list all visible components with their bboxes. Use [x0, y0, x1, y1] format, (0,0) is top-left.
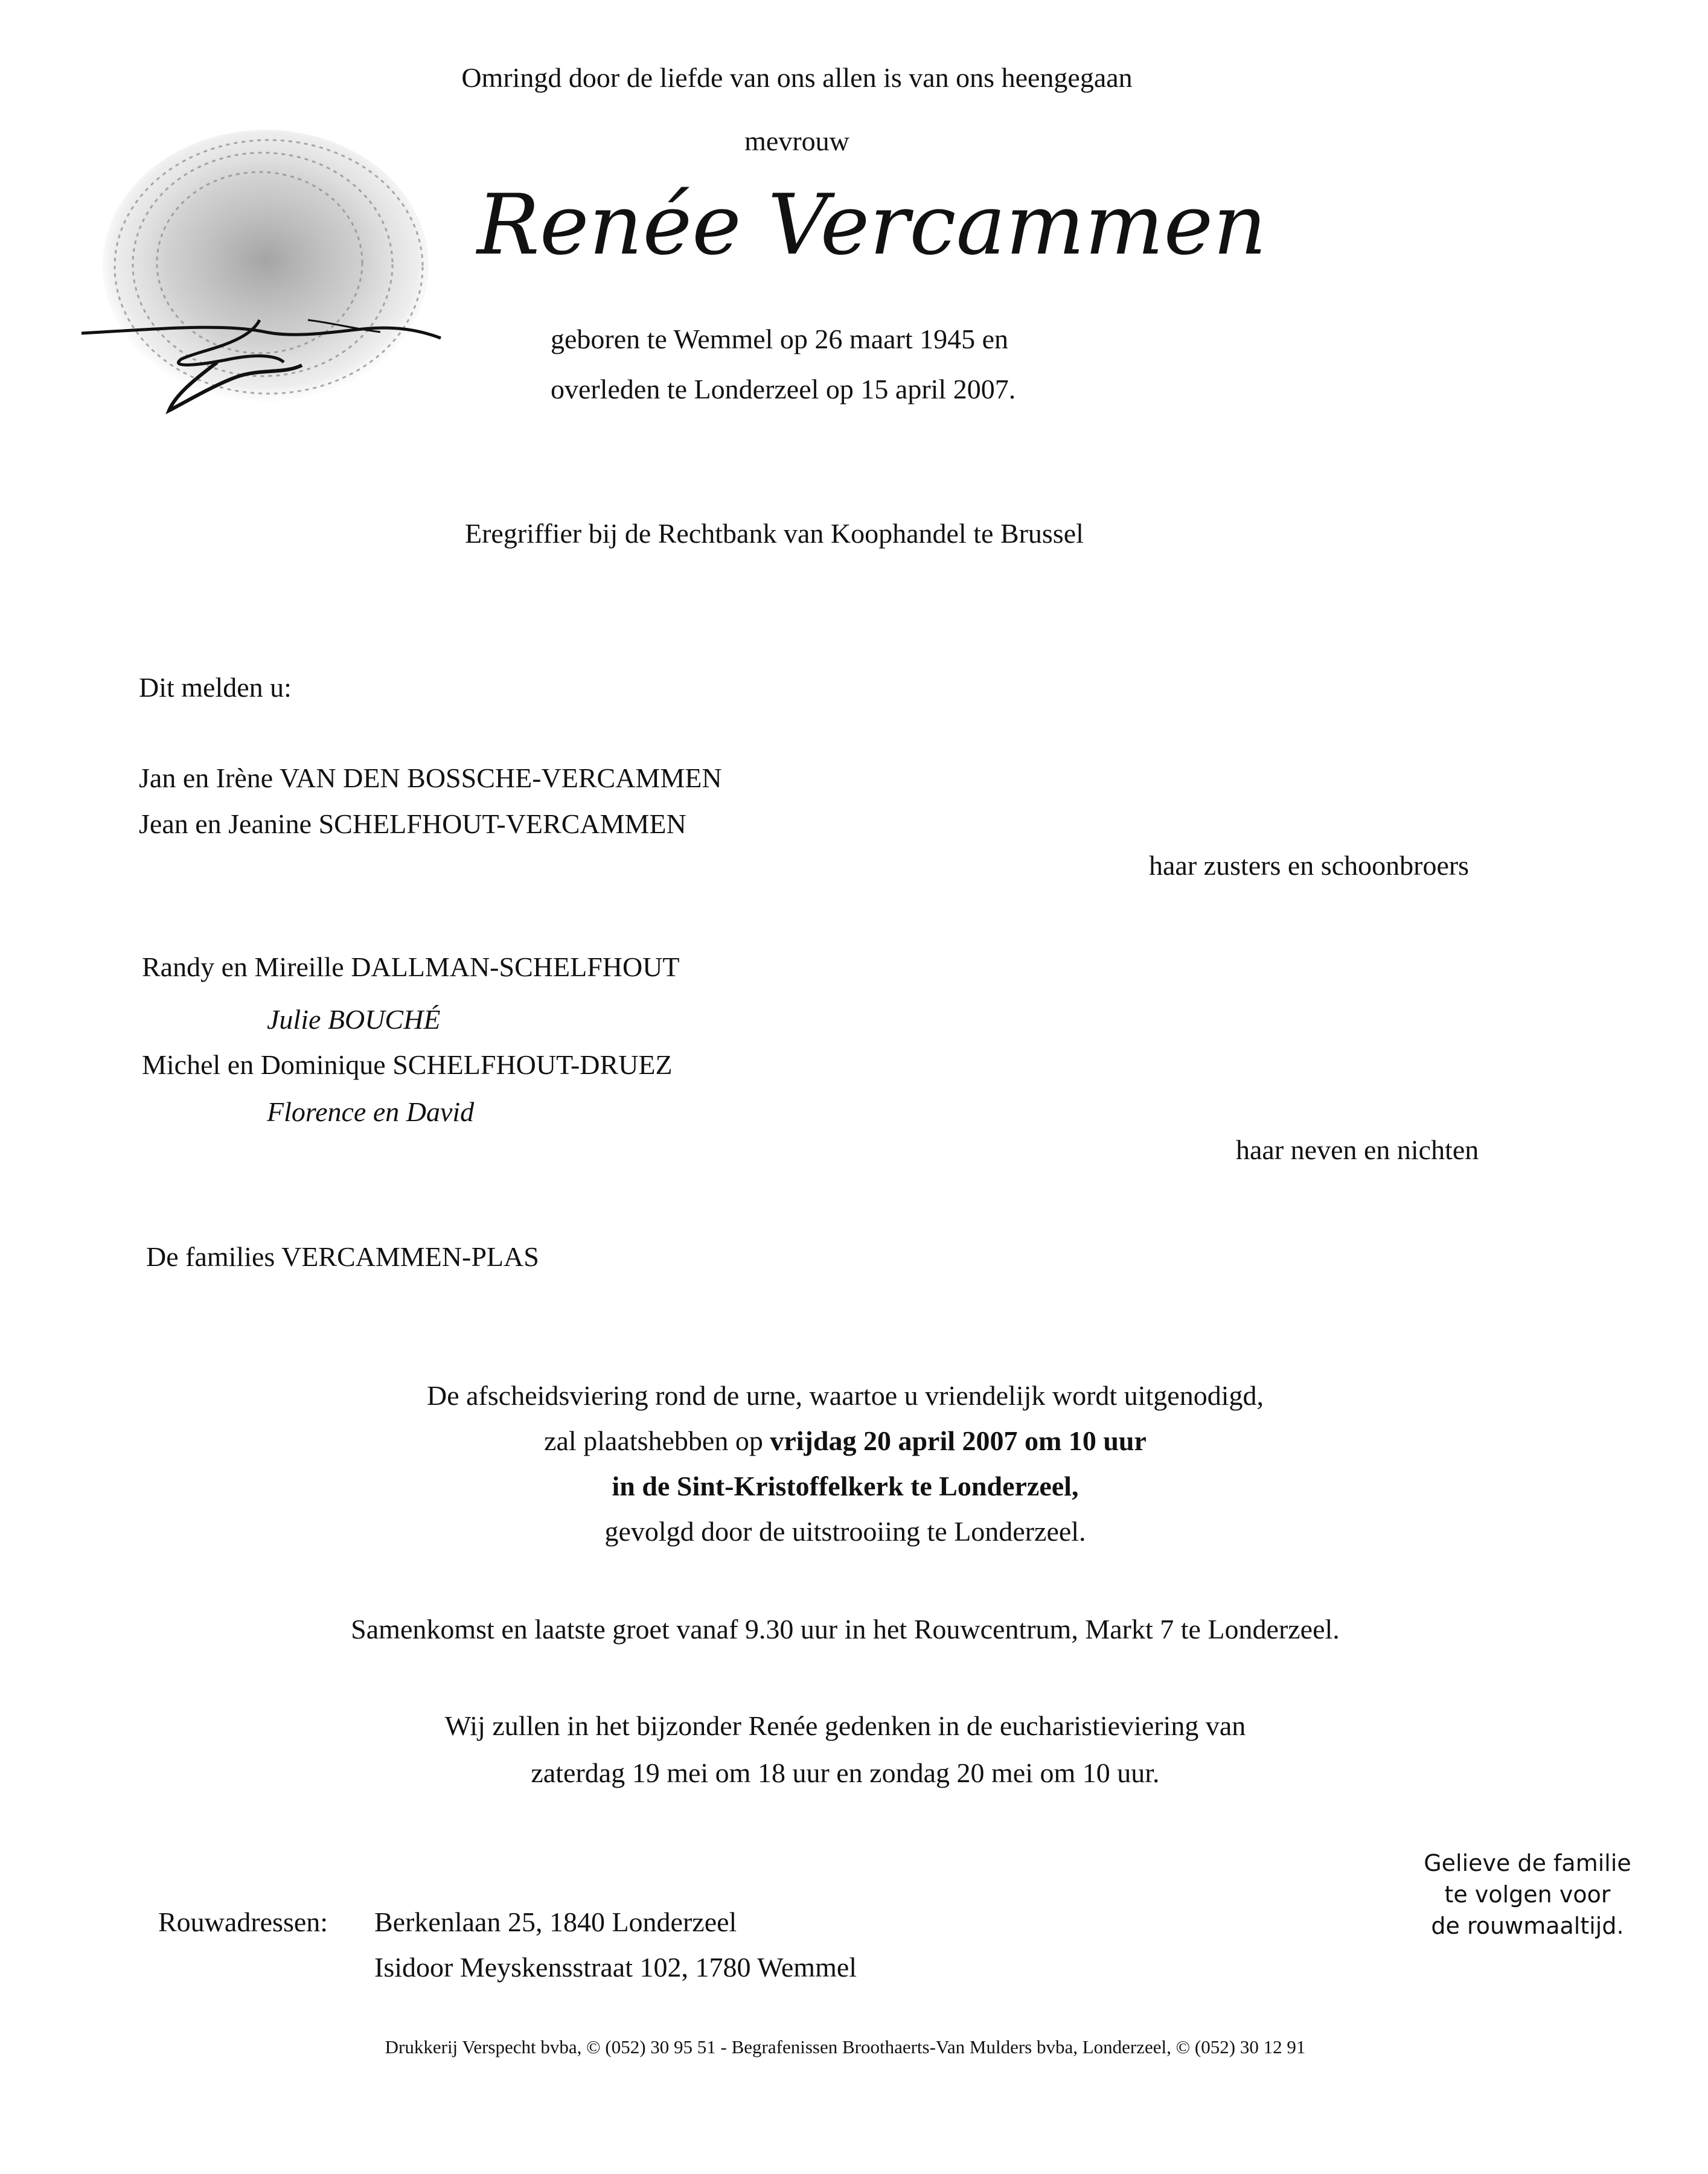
family-line: De families VERCAMMEN-PLAS: [146, 1241, 539, 1272]
gathering-line: Samenkomst en laatste groet vanaf 9.30 uur in het Rouwcentrum, Markt 7 te Londerzeel.: [351, 1614, 1340, 1645]
meal-note: [1401, 1847, 1654, 1942]
family-child-line: Florence en David: [267, 1096, 475, 1127]
sun-over-water-emblem-icon: [78, 121, 447, 423]
salutation: mevrouw: [744, 126, 849, 156]
ceremony-date: vrijdag 20 april 2007 om 10 uur: [770, 1425, 1147, 1456]
ceremony-date-prefix: zal plaatshebben op: [544, 1425, 770, 1456]
address-line: Isidoor Meyskensstraat 102, 1780 Wemmel: [374, 1952, 857, 1983]
ceremony-line: De afscheidsviering rond de urne, waartoe u vriendelijk wordt uitgenodigd,: [427, 1380, 1264, 1411]
family-line: Randy en Mireille DALLMAN-SCHELFHOUT: [142, 951, 680, 982]
deceased-name: Renée Vercammen: [477, 176, 1267, 273]
meal-note-line: de rouwmaaltijd.: [1431, 1913, 1624, 1939]
ceremony-location-text: in de Sint-Kristoffelkerk te Londerzeel,: [612, 1471, 1079, 1501]
address-line: Berkenlaan 25, 1840 Londerzeel: [374, 1907, 737, 1937]
family-line: Jean en Jeanine SCHELFHOUT-VERCAMMEN: [139, 808, 686, 839]
mass-line: Wij zullen in het bijzonder Renée gedenken in de eucharistieviering van: [444, 1710, 1246, 1741]
relation-label: haar zusters en schoonbroers: [1149, 850, 1470, 881]
addresses-label: Rouwadressen:: [158, 1907, 328, 1937]
family-line: Jan en Irène VAN DEN BOSSCHE-VERCAMMEN: [139, 762, 722, 793]
mass-line: zaterdag 19 mei om 18 uur en zondag 20 mei om 10 uur.: [531, 1757, 1160, 1788]
occupation-line: Eregriffier bij de Rechtbank van Koophandel te Brussel: [465, 518, 1084, 549]
family-line: Michel en Dominique SCHELFHOUT-DRUEZ: [142, 1049, 673, 1080]
meal-note-line: Gelieve de familie: [1424, 1850, 1631, 1876]
intro-line: Omringd door de liefde van ons allen is van ons heengegaan: [461, 62, 1133, 93]
birth-line: geboren te Wemmel op 26 maart 1945 en: [551, 324, 1009, 354]
ceremony-line: gevolgd door de uitstrooiing te Londerzeel.: [604, 1516, 1086, 1547]
relation-label: haar neven en nichten: [1236, 1134, 1479, 1165]
ceremony-location: [121, 1470, 1570, 1502]
family-child-line: Julie BOUCHÉ: [267, 1004, 441, 1035]
printer-footer: Drukkerij Verspecht bvba, © (052) 30 95 51 - Begrafenissen Broothaerts-Van Mulders bvba, Londerzeel, © (052) 30 12 91: [385, 2036, 1306, 2057]
announce-line: Dit melden u:: [139, 672, 292, 703]
meal-note-line: te volgen voor: [1444, 1881, 1611, 1908]
ceremony-date-line: [121, 1425, 1570, 1457]
death-line: overleden te Londerzeel op 15 april 2007.: [551, 374, 1016, 404]
